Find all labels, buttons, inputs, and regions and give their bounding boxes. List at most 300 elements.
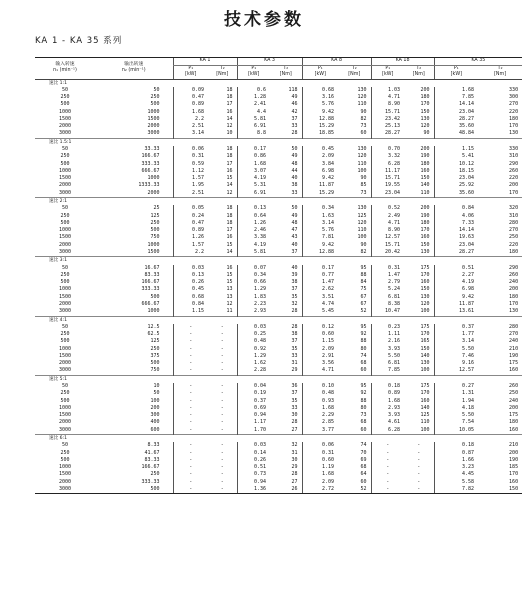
table-cell: - bbox=[220, 390, 224, 397]
table-cell: 120 bbox=[357, 219, 367, 226]
table-cell: 48.84 bbox=[434, 130, 478, 138]
table-cell: 1500 bbox=[58, 471, 72, 478]
table-cell: 2.72 bbox=[302, 486, 338, 494]
table-cell: 170 bbox=[420, 227, 430, 234]
table-cell: 33 bbox=[291, 189, 298, 196]
table-cell: 0.89 bbox=[173, 227, 208, 234]
table-row bbox=[35, 301, 522, 308]
table-cell: 166.67 bbox=[141, 464, 160, 471]
table-cell: 500 bbox=[60, 279, 70, 286]
table-cell: 160 bbox=[509, 426, 519, 433]
table-cell: - bbox=[173, 398, 208, 405]
ratio-section-row bbox=[35, 375, 522, 383]
table-cell: 290 bbox=[509, 160, 519, 167]
table-cell: 90 bbox=[360, 241, 367, 248]
table-cell: 1500 bbox=[147, 248, 160, 255]
table-cell: 2.2 bbox=[173, 249, 208, 257]
table-cell: 500 bbox=[60, 456, 70, 463]
table-cell: 28 bbox=[291, 323, 298, 330]
table-cell: 50 bbox=[61, 264, 69, 271]
table-cell: 160 bbox=[420, 167, 430, 174]
table-cell: 12.5 bbox=[147, 323, 160, 330]
table-cell: - bbox=[173, 464, 208, 471]
table-cell: 2000 bbox=[147, 123, 160, 130]
table-cell: 200 bbox=[509, 286, 519, 293]
table-cell: 0.69 bbox=[237, 405, 270, 412]
table-cell: 2.29 bbox=[302, 412, 338, 419]
table-cell: 250 bbox=[509, 390, 519, 397]
table-cell: 220 bbox=[509, 108, 519, 115]
table-cell: 0.31 bbox=[302, 450, 338, 457]
table-cell: 68 bbox=[360, 419, 367, 426]
table-cell: 130 bbox=[509, 130, 519, 137]
table-cell: 1.11 bbox=[371, 331, 404, 338]
table-cell: 15 bbox=[226, 175, 233, 182]
table-cell: 160 bbox=[509, 367, 519, 374]
table-cell: 73 bbox=[360, 123, 367, 130]
table-cell: 85 bbox=[360, 182, 367, 189]
table-cell: 170 bbox=[420, 390, 430, 397]
table-cell: 0.47 bbox=[173, 94, 208, 101]
input-speed-header: 输入转速 n₁ (min⁻¹) bbox=[35, 58, 95, 80]
table-cell: 130 bbox=[420, 293, 430, 300]
table-cell: 4.18 bbox=[434, 405, 478, 412]
table-cell: 7.85 bbox=[371, 367, 404, 375]
table-cell: - bbox=[417, 456, 421, 463]
table-cell: - bbox=[220, 345, 224, 352]
table-cell: 0.68 bbox=[173, 294, 208, 301]
table-cell: 310 bbox=[509, 153, 519, 160]
table-cell: 250 bbox=[150, 219, 160, 226]
t2-unit-header: T₂ [Nm] bbox=[270, 65, 302, 79]
table-cell: - bbox=[220, 471, 224, 478]
table-cell: 0.03 bbox=[237, 442, 270, 449]
table-cell: 200 bbox=[509, 404, 519, 411]
table-cell: 88 bbox=[360, 338, 367, 345]
table-cell: 0.94 bbox=[237, 479, 270, 486]
t2-unit-header: T₂ [Nm] bbox=[338, 65, 371, 79]
table-cell: 140 bbox=[420, 352, 430, 359]
table-cell: 15 bbox=[226, 241, 233, 248]
table-cell: 190 bbox=[420, 153, 430, 160]
table-cell: 0.13 bbox=[173, 272, 208, 279]
table-cell: 210 bbox=[509, 442, 519, 449]
table-cell: 750 bbox=[150, 367, 160, 374]
table-cell: 2.28 bbox=[237, 367, 270, 375]
table-cell: 23.42 bbox=[371, 116, 404, 123]
table-cell: 33 bbox=[291, 123, 298, 130]
table-row bbox=[35, 220, 522, 227]
table-row bbox=[35, 242, 522, 249]
table-cell: 20.42 bbox=[371, 249, 404, 257]
table-cell: 190 bbox=[509, 352, 519, 359]
table-cell: 35.60 bbox=[434, 190, 478, 198]
table-row bbox=[35, 383, 522, 390]
table-cell: 2.23 bbox=[237, 301, 270, 308]
table-cell: 290 bbox=[509, 264, 519, 271]
table-cell: 0.47 bbox=[173, 220, 208, 227]
table-cell: - bbox=[220, 426, 224, 433]
table-cell: 9.42 bbox=[302, 242, 338, 249]
table-cell: 92 bbox=[360, 331, 367, 338]
table-cell: 2.62 bbox=[302, 286, 338, 293]
table-cell: - bbox=[371, 457, 404, 464]
table-cell: 0.34 bbox=[237, 272, 270, 279]
table-cell: 0.64 bbox=[237, 213, 270, 220]
table-cell: 0.48 bbox=[302, 390, 338, 397]
table-cell: 250 bbox=[60, 94, 70, 101]
table-cell: 1.12 bbox=[173, 168, 208, 175]
table-row bbox=[35, 353, 522, 360]
table-cell: - bbox=[173, 442, 208, 449]
table-cell: - bbox=[220, 331, 224, 338]
table-cell: 15.71 bbox=[371, 109, 404, 116]
table-cell: 4.71 bbox=[302, 367, 338, 375]
table-cell: 62.5 bbox=[147, 331, 160, 338]
table-cell: 31 bbox=[291, 360, 298, 367]
table-cell: - bbox=[220, 449, 224, 456]
table-cell: 160 bbox=[509, 478, 519, 485]
table-cell: 1000 bbox=[58, 345, 72, 352]
table-cell: - bbox=[220, 323, 224, 330]
table-row bbox=[35, 442, 522, 449]
table-row bbox=[35, 464, 522, 471]
table-cell: 3.14 bbox=[173, 130, 208, 138]
table-cell: 0.93 bbox=[302, 398, 338, 405]
table-cell: 3000 bbox=[58, 367, 72, 374]
table-cell: 23.04 bbox=[434, 109, 478, 116]
table-cell: 0.51 bbox=[434, 265, 478, 272]
table-cell: 14 bbox=[226, 248, 233, 255]
table-cell: 1.03 bbox=[371, 87, 404, 94]
table-cell: 175 bbox=[420, 383, 430, 390]
table-cell: - bbox=[220, 397, 224, 404]
table-cell: 37 bbox=[291, 286, 298, 293]
table-cell: 250 bbox=[509, 234, 519, 241]
table-cell: 27 bbox=[291, 426, 298, 433]
table-cell: 1.95 bbox=[173, 182, 208, 189]
table-cell: 0.37 bbox=[434, 324, 478, 331]
table-cell: 170 bbox=[509, 123, 519, 130]
table-cell: 2.51 bbox=[173, 190, 208, 198]
table-cell: 2000 bbox=[58, 300, 72, 307]
table-cell: 170 bbox=[420, 271, 430, 278]
table-cell: 200 bbox=[420, 205, 430, 212]
table-cell: 130 bbox=[357, 86, 367, 93]
table-cell: 28.27 bbox=[434, 116, 478, 123]
table-cell: 4.19 bbox=[237, 175, 270, 182]
table-cell: 240 bbox=[509, 279, 519, 286]
table-cell: 28 bbox=[291, 308, 298, 315]
table-cell: 2000 bbox=[58, 478, 72, 485]
table-cell: - bbox=[417, 442, 421, 449]
table-row bbox=[35, 182, 522, 189]
table-cell: 125 bbox=[357, 212, 367, 219]
table-cell: 48 bbox=[291, 219, 298, 226]
table-cell: 7.81 bbox=[302, 234, 338, 241]
ratio-label: 速比 1:1 bbox=[49, 80, 68, 86]
table-cell: 400 bbox=[150, 419, 160, 426]
table-cell: 1000 bbox=[147, 308, 160, 315]
table-cell: 1000 bbox=[147, 108, 160, 115]
table-cell: 5.76 bbox=[302, 227, 338, 234]
table-cell: 2.41 bbox=[237, 101, 270, 108]
table-cell: 0.03 bbox=[237, 324, 270, 331]
table-cell: 42 bbox=[291, 108, 298, 115]
table-cell: 250 bbox=[150, 471, 160, 478]
table-cell: 100 bbox=[420, 426, 430, 433]
table-cell: 18 bbox=[226, 205, 233, 212]
table-cell: 0.84 bbox=[173, 301, 208, 308]
table-cell: 19.63 bbox=[434, 234, 478, 241]
table-cell: 190 bbox=[420, 212, 430, 219]
table-cell: 160 bbox=[420, 397, 430, 404]
table-cell: 3.93 bbox=[371, 346, 404, 353]
table-row bbox=[35, 286, 522, 293]
table-row bbox=[35, 331, 522, 338]
table-cell: 500 bbox=[60, 160, 70, 167]
table-cell: 125 bbox=[150, 212, 160, 219]
table-cell: 0.26 bbox=[173, 279, 208, 286]
table-cell: 0.04 bbox=[237, 383, 270, 390]
table-cell: 200 bbox=[509, 449, 519, 456]
table-row bbox=[35, 308, 522, 316]
table-cell: 67 bbox=[360, 300, 367, 307]
table-cell: 1.83 bbox=[237, 294, 270, 301]
table-cell: 64 bbox=[360, 471, 367, 478]
ratio-label: 速比 3:1 bbox=[35, 257, 522, 265]
table-cell: 2.09 bbox=[302, 479, 338, 486]
table-cell: 2.93 bbox=[371, 405, 404, 412]
table-cell: 0.45 bbox=[173, 286, 208, 293]
table-cell: 0.26 bbox=[237, 457, 270, 464]
table-cell: 7.46 bbox=[434, 353, 478, 360]
table-cell: 49 bbox=[291, 153, 298, 160]
table-cell: 2000 bbox=[58, 182, 72, 189]
table-cell: 160 bbox=[420, 279, 430, 286]
table-cell: 1.15 bbox=[302, 338, 338, 345]
table-cell: 375 bbox=[150, 352, 160, 359]
table-cell: 18 bbox=[226, 94, 233, 101]
table-row bbox=[35, 450, 522, 457]
table-cell: 175 bbox=[509, 360, 519, 367]
table-cell: 33 bbox=[291, 404, 298, 411]
table-row bbox=[35, 161, 522, 168]
table-cell: 0.51 bbox=[237, 464, 270, 471]
table-cell: 27 bbox=[291, 478, 298, 485]
table-cell: 50 bbox=[61, 205, 69, 212]
table-cell: 130 bbox=[420, 248, 430, 255]
table-row bbox=[35, 272, 522, 279]
table-cell: 23.04 bbox=[434, 242, 478, 249]
table-cell: 70 bbox=[360, 449, 367, 456]
table-cell: 110 bbox=[420, 419, 430, 426]
table-cell: 0.13 bbox=[237, 205, 270, 212]
table-cell: 1000 bbox=[147, 175, 160, 182]
table-cell: 2.46 bbox=[237, 227, 270, 234]
table-cell: - bbox=[173, 412, 208, 419]
table-cell: 1.68 bbox=[434, 87, 478, 94]
table-cell: 84 bbox=[360, 279, 367, 286]
table-row bbox=[35, 486, 522, 494]
table-cell: 82 bbox=[360, 248, 367, 255]
table-row bbox=[35, 227, 522, 234]
table-cell: 500 bbox=[150, 360, 160, 367]
table-cell: 166.67 bbox=[141, 279, 160, 286]
table-cell: 50 bbox=[61, 442, 69, 449]
table-row bbox=[35, 123, 522, 130]
table-cell: 500 bbox=[150, 227, 160, 234]
table-cell: 1.47 bbox=[371, 272, 404, 279]
table-cell: 150 bbox=[420, 241, 430, 248]
table-cell: 110 bbox=[357, 101, 367, 108]
table-cell: 16 bbox=[226, 234, 233, 241]
table-cell: 88 bbox=[360, 397, 367, 404]
table-cell: 1000 bbox=[58, 227, 72, 234]
table-cell: 500 bbox=[150, 101, 160, 108]
table-cell: 330 bbox=[509, 146, 519, 153]
table-cell: 2.09 bbox=[302, 346, 338, 353]
table-cell: 11.87 bbox=[302, 182, 338, 189]
table-cell: 100 bbox=[150, 397, 160, 404]
table-cell: 150 bbox=[420, 345, 430, 352]
table-cell: 0.60 bbox=[302, 457, 338, 464]
table-cell: 6.98 bbox=[302, 168, 338, 175]
table-cell: 1.15 bbox=[173, 308, 208, 316]
table-cell: 5.45 bbox=[302, 308, 338, 316]
table-cell: 12.88 bbox=[302, 249, 338, 257]
table-row bbox=[35, 279, 522, 286]
table-row bbox=[35, 346, 522, 353]
table-row bbox=[35, 360, 522, 367]
ratio-label: 速比 1.5:1 bbox=[35, 138, 522, 146]
table-cell: 4.19 bbox=[434, 279, 478, 286]
table-cell: 120 bbox=[420, 123, 430, 130]
table-row bbox=[35, 146, 522, 153]
table-cell: 250 bbox=[60, 331, 70, 338]
table-cell: 7.82 bbox=[434, 486, 478, 494]
table-row bbox=[35, 390, 522, 397]
table-cell: 3.07 bbox=[237, 168, 270, 175]
table-cell: 44 bbox=[291, 167, 298, 174]
table-cell: - bbox=[173, 457, 208, 464]
table-cell: 47 bbox=[291, 227, 298, 234]
table-cell: 666.67 bbox=[141, 300, 160, 307]
table-cell: 2.09 bbox=[302, 153, 338, 160]
table-cell: 74 bbox=[360, 352, 367, 359]
table-cell: - bbox=[173, 383, 208, 390]
page-title: 技术参数 bbox=[224, 10, 304, 30]
table-cell: 0.89 bbox=[371, 390, 404, 397]
table-cell: 0.6 bbox=[237, 87, 270, 94]
table-cell: - bbox=[417, 464, 421, 471]
model-header-ka8: KA 8 bbox=[302, 58, 371, 66]
table-row bbox=[35, 234, 522, 241]
table-cell: 1500 bbox=[58, 175, 72, 182]
table-cell: 3.77 bbox=[302, 427, 338, 435]
table-cell: 50 bbox=[153, 86, 160, 93]
table-cell: 130 bbox=[357, 205, 367, 212]
ratio-label: 速比 6:1 bbox=[35, 435, 522, 443]
table-cell: 165 bbox=[420, 338, 430, 345]
table-cell: 10.05 bbox=[434, 427, 478, 435]
ratio-label: 速比 4:1 bbox=[35, 316, 522, 324]
table-cell: 8.90 bbox=[371, 227, 404, 234]
table-cell: 0.06 bbox=[302, 442, 338, 449]
table-cell: 1.68 bbox=[371, 398, 404, 405]
table-cell: - bbox=[173, 324, 208, 331]
table-cell: 25 bbox=[153, 205, 160, 212]
table-cell: 1.57 bbox=[173, 175, 208, 182]
table-cell: 0.18 bbox=[434, 442, 478, 449]
table-cell: 6.91 bbox=[237, 123, 270, 130]
table-cell: - bbox=[220, 338, 224, 345]
series-subtitle: KA 1 - KA 35 系列 bbox=[35, 36, 123, 46]
table-cell: 43 bbox=[291, 234, 298, 241]
table-row bbox=[35, 338, 522, 345]
table-cell: 50 bbox=[61, 86, 69, 93]
table-cell: 38 bbox=[291, 279, 298, 286]
table-cell: 130 bbox=[420, 360, 430, 367]
table-cell: 4.06 bbox=[434, 213, 478, 220]
table-row bbox=[35, 175, 522, 182]
table-cell: 19.55 bbox=[371, 182, 404, 189]
table-cell: 150 bbox=[478, 486, 522, 494]
table-cell: 100 bbox=[420, 308, 430, 315]
table-cell: 0.31 bbox=[371, 265, 404, 272]
table-cell: - bbox=[220, 442, 224, 449]
table-cell: 0.73 bbox=[237, 471, 270, 478]
table-cell: 500 bbox=[60, 397, 70, 404]
table-cell: 0.09 bbox=[173, 87, 208, 94]
table-cell: 80 bbox=[360, 345, 367, 352]
table-cell: 1333.33 bbox=[138, 182, 160, 189]
table-cell: 1.26 bbox=[237, 220, 270, 227]
table-cell: 50 bbox=[291, 146, 298, 153]
table-cell: 180 bbox=[509, 115, 519, 122]
table-cell: 1500 bbox=[58, 352, 72, 359]
table-cell: 38 bbox=[291, 182, 298, 189]
table-cell: 1.94 bbox=[434, 398, 478, 405]
table-cell: - bbox=[404, 486, 434, 494]
table-row bbox=[35, 265, 522, 272]
table-cell: 9.16 bbox=[434, 360, 478, 367]
table-cell: 15.29 bbox=[302, 123, 338, 130]
ratio-section-row bbox=[35, 138, 522, 146]
table-cell: 90 bbox=[423, 130, 430, 137]
table-cell: 14 bbox=[226, 115, 233, 122]
table-cell: 150 bbox=[420, 175, 430, 182]
table-row bbox=[35, 101, 522, 108]
table-cell: 6.81 bbox=[371, 294, 404, 301]
table-cell: 3000 bbox=[35, 486, 95, 494]
table-cell: 13 bbox=[226, 293, 233, 300]
table-cell: 270 bbox=[509, 331, 519, 338]
t2-unit-header: T₂ [Nm] bbox=[478, 65, 522, 79]
table-cell: - bbox=[173, 486, 208, 494]
table-cell: 260 bbox=[509, 271, 519, 278]
table-cell: 200 bbox=[420, 86, 430, 93]
table-cell: 50 bbox=[291, 205, 298, 212]
table-cell: - bbox=[371, 442, 404, 449]
table-cell: 130 bbox=[357, 146, 367, 153]
table-cell: 7.33 bbox=[434, 220, 478, 227]
table-cell: 1.47 bbox=[302, 279, 338, 286]
table-cell: 0.03 bbox=[173, 265, 208, 272]
table-cell: 500 bbox=[60, 219, 70, 226]
table-cell: 28 bbox=[291, 419, 298, 426]
table-cell: 180 bbox=[420, 160, 430, 167]
